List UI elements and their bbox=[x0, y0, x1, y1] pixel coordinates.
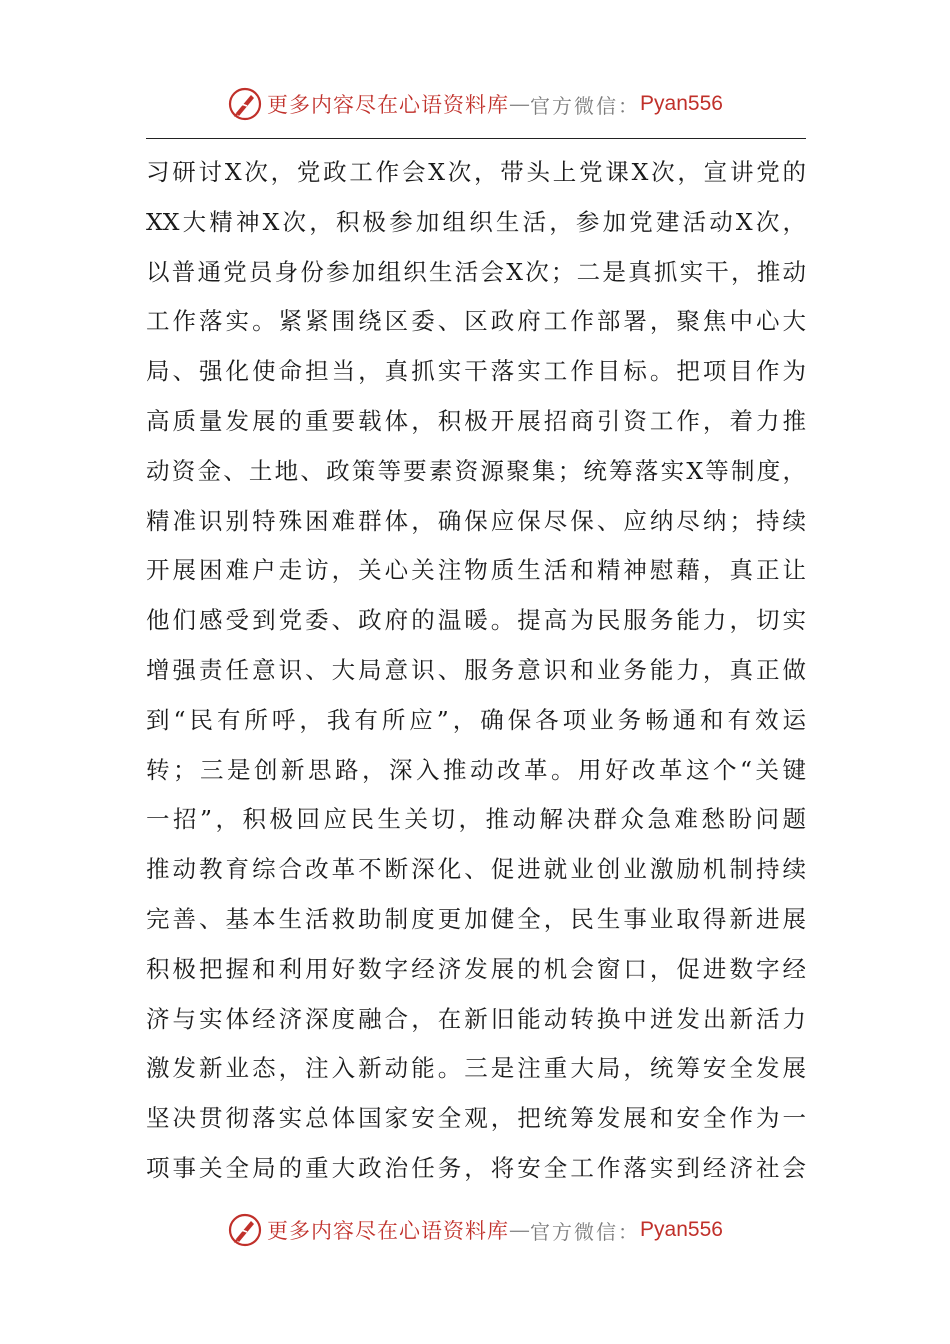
body-line: 济与实体经济深度融合，在新旧能动转换中迸发出新活力 bbox=[146, 1004, 806, 1033]
body-line: 工作落实。紧紧围绕区委、区政府工作部署，聚焦中心大 bbox=[146, 307, 806, 336]
header-brand: 更多内容尽在心语资料库 bbox=[267, 93, 510, 117]
header-banner bbox=[0, 82, 950, 126]
footer-wechat-label: 官方微信： bbox=[530, 1219, 641, 1244]
body-line: 增强责任意识、大局意识、服务意识和业务能力，真正做 bbox=[146, 655, 806, 684]
body-line: 精准识别特殊困难群体，确保应保尽保、应纳尽纳；持续 bbox=[146, 506, 806, 535]
footer-account: Pyan556 bbox=[640, 1218, 723, 1241]
pen-circle-logo-icon bbox=[227, 86, 263, 122]
body-line: 到“民有所呼，我有所应”，确保各项业务畅通和有效运 bbox=[146, 705, 806, 734]
body-line: 推动教育综合改革不断深化、促进就业创业激励机制持续 bbox=[146, 855, 806, 884]
body-line: 他们感受到党委、政府的温暖。提高为民服务能力，切实 bbox=[146, 606, 806, 635]
body-line: 激发新业态，注入新动能。三是注重大局，统筹安全发展 bbox=[146, 1054, 806, 1083]
body-line: 积极把握和利用好数字经济发展的机会窗口，促进数字经 bbox=[146, 954, 806, 983]
footer-banner bbox=[0, 1208, 950, 1252]
body-line: 习研讨X次，党政工作会X次，带头上党课X次，宣讲党的 bbox=[146, 158, 806, 186]
header-wechat-label: 官方微信： bbox=[530, 93, 641, 118]
body-line: 坚决贯彻落实总体国家安全观，把统筹发展和安全作为一 bbox=[146, 1104, 806, 1133]
footer-brand: 更多内容尽在心语资料库 bbox=[267, 1219, 510, 1243]
body-line: 高质量发展的重要载体，积极开展招商引资工作，着力推 bbox=[146, 406, 806, 435]
body-line: 转；三是创新思路，深入推动改革。用好改革这个“关键 bbox=[146, 755, 806, 784]
body-line: 局、强化使命担当，真抓实干落实工作目标。把项目作为 bbox=[146, 357, 806, 386]
header-account: Pyan556 bbox=[640, 92, 723, 115]
body-line: 以普通党员身份参加组织生活会X次；二是真抓实干，推动 bbox=[146, 257, 806, 286]
footer-separator: — bbox=[509, 1218, 531, 1242]
body-line: 一招”，积极回应民生关切，推动解决群众急难愁盼问题 bbox=[146, 805, 806, 834]
body-line: XX大精神X次，积极参加组织生活，参加党建活动X次， bbox=[146, 207, 806, 236]
document-body bbox=[146, 148, 806, 1194]
header-separator: — bbox=[509, 92, 531, 116]
body-line: 完善、基本生活救助制度更加健全，民生事业取得新进展 bbox=[146, 904, 806, 933]
body-line: 项事关全局的重大政治任务，将安全工作落实到经济社会 bbox=[146, 1153, 806, 1182]
body-line: 动资金、土地、政策等要素资源聚集；统筹落实X等制度， bbox=[146, 456, 806, 485]
body-line: 开展困难户走访，关心关注物质生活和精神慰藉，真正让 bbox=[146, 556, 806, 585]
header-divider bbox=[146, 138, 806, 139]
pen-circle-logo-icon bbox=[227, 1212, 263, 1248]
